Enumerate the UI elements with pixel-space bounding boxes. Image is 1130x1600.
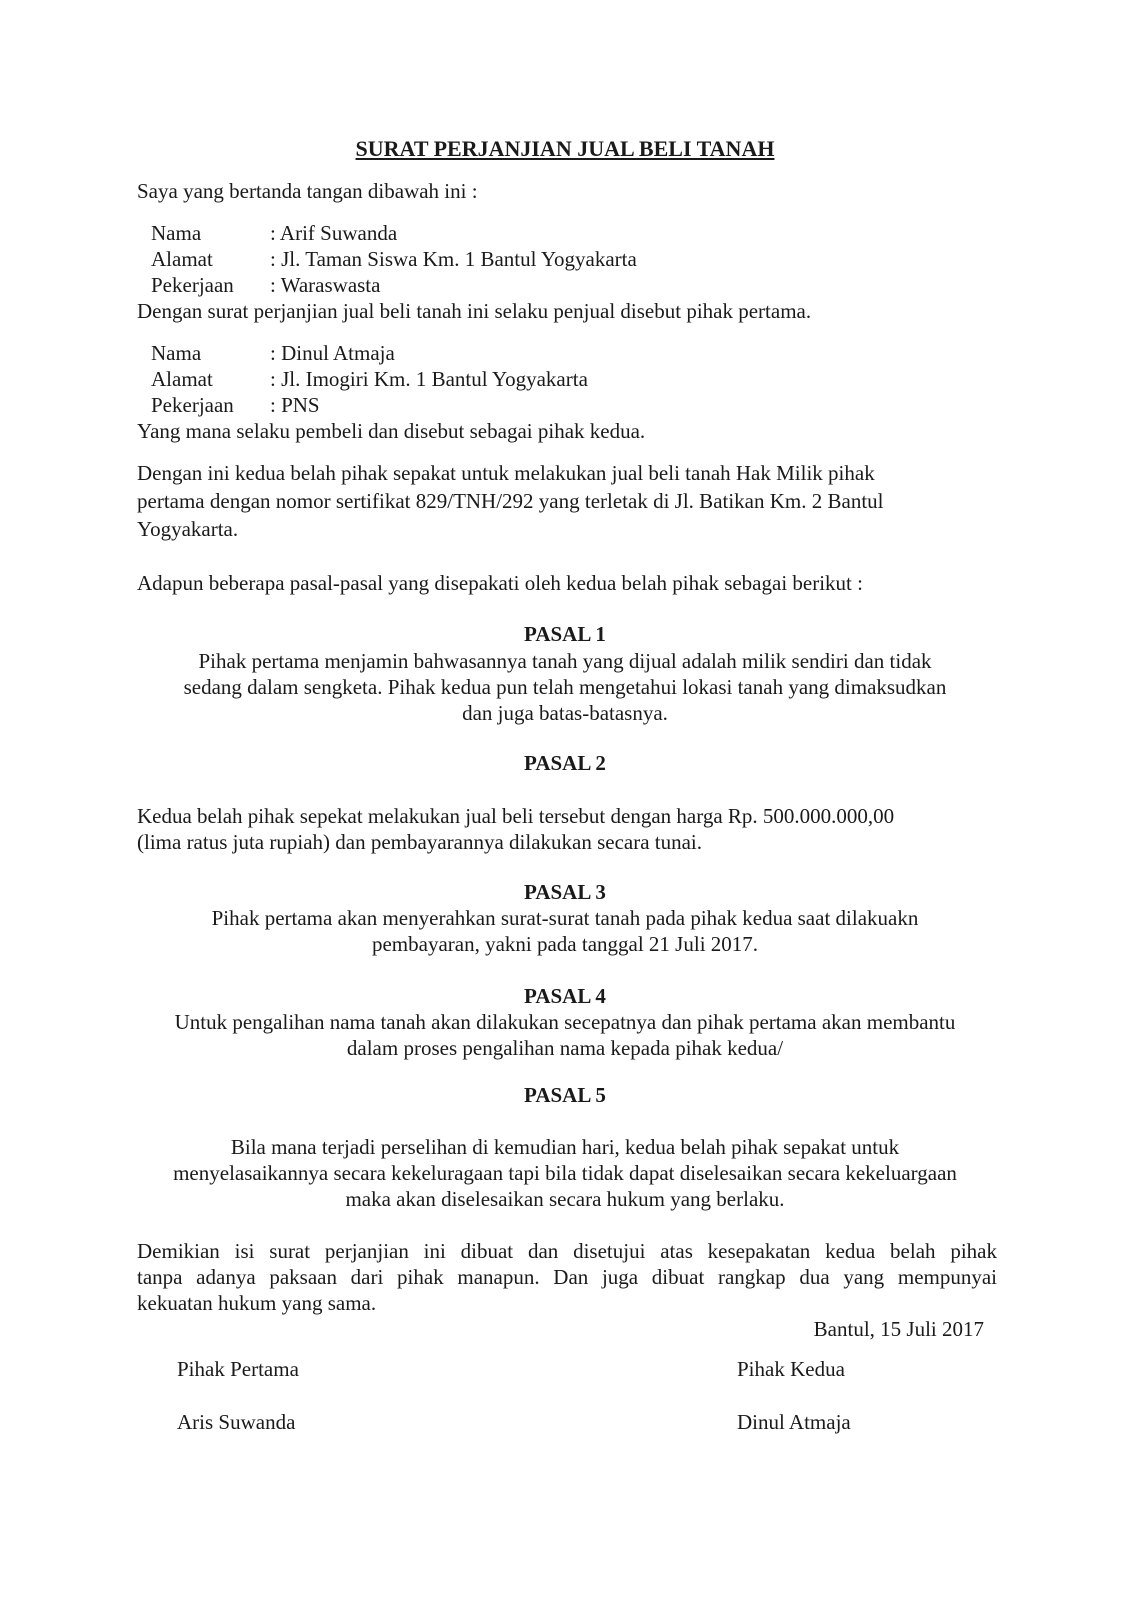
first-party-label: Pihak Pertama: [177, 1357, 299, 1381]
party2-role: Yang mana selaku pembeli dan disebut sebagai pihak kedua.: [137, 419, 646, 443]
party1-pekerjaan-value: : Waraswasta: [270, 273, 381, 297]
pasal-1-line: Pihak pertama menjamin bahwasannya tanah yang dijual adalah milik sendiri dan tidak: [198, 649, 932, 673]
party2-nama-value: : Dinul Atmaja: [270, 341, 395, 365]
pasal-4-heading: PASAL 4: [524, 984, 606, 1008]
pasal-5-line: maka akan diselesaikan secara hukum yang berlaku.: [345, 1187, 785, 1211]
party2-alamat-label: Alamat: [151, 367, 213, 391]
party2-alamat-value: : Jl. Imogiri Km. 1 Bantul Yogyakarta: [270, 367, 588, 391]
pasal-1-line: dan juga batas-batasnya.: [462, 701, 668, 725]
first-party-name: Aris Suwanda: [177, 1410, 296, 1434]
agreement-line: Yogyakarta.: [137, 517, 239, 541]
document-title: SURAT PERJANJIAN JUAL BELI TANAH: [355, 136, 775, 161]
pasal-4-line: Untuk pengalihan nama tanah akan dilakukan secepatnya dan pihak pertama akan membantu: [174, 1010, 956, 1034]
pasal-intro: Adapun beberapa pasal-pasal yang disepakati oleh kedua belah pihak sebagai berikut :: [137, 571, 863, 595]
pasal-2-heading: PASAL 2: [524, 751, 606, 775]
pasal-3-line: pembayaran, yakni pada tanggal 21 Juli 2017.: [371, 932, 759, 956]
pasal-3-line: Pihak pertama akan menyerahkan surat-surat tanah pada pihak kedua saat dilakuakn: [211, 906, 919, 930]
pasal-1-line: sedang dalam sengketa. Pihak kedua pun telah mengetahui lokasi tanah yang dimaksudkan: [183, 675, 947, 699]
intro-text: Saya yang bertanda tangan dibawah ini :: [137, 179, 478, 203]
party1-alamat-label: Alamat: [151, 247, 213, 271]
pasal-3-heading: PASAL 3: [524, 880, 606, 904]
party1-role: Dengan surat perjanjian jual beli tanah ini selaku penjual disebut pihak pertama.: [137, 299, 812, 323]
agreement-line: pertama dengan nomor sertifikat 829/TNH/292 yang terletak di Jl. Batikan Km. 2 Bantul: [137, 489, 884, 513]
pasal-5-line: menyelasaikannya secara kekeluragaan tapi bila tidak dapat diselesaikan secara kekeluargaan: [173, 1161, 957, 1185]
closing-line: Demikian isi surat perjanjian ini dibuat dan disetujui atas kesepakatan kedua belah pihak: [137, 1239, 997, 1263]
pasal-2-line: (lima ratus juta rupiah) dan pembayarannya dilakukan secara tunai.: [137, 830, 703, 854]
second-party-label: Pihak Kedua: [737, 1357, 845, 1381]
party1-pekerjaan-label: Pekerjaan: [151, 273, 234, 297]
closing-line: tanpa adanya paksaan dari pihak manapun. Dan juga dibuat rangkap dua yang mempunyai: [137, 1265, 997, 1289]
party2-nama-label: Nama: [151, 341, 202, 365]
party1-nama-label: Nama: [151, 221, 202, 245]
pasal-4-line: dalam proses pengalihan nama kepada pihak kedua/: [346, 1036, 784, 1060]
party1-nama-value: : Arif Suwanda: [270, 221, 398, 245]
pasal-5-line: Bila mana terjadi perselihan di kemudian hari, kedua belah pihak sepakat untuk: [230, 1135, 900, 1159]
pasal-2-line: Kedua belah pihak sepekat melakukan jual beli tersebut dengan harga Rp. 500.000.000,00: [137, 804, 895, 828]
second-party-name: Dinul Atmaja: [737, 1410, 851, 1434]
pasal-1-heading: PASAL 1: [524, 622, 606, 646]
pasal-5-heading: PASAL 5: [524, 1083, 606, 1107]
agreement-line: Dengan ini kedua belah pihak sepakat untuk melakukan jual beli tanah Hak Milik pihak: [137, 461, 875, 485]
party2-pekerjaan-value: : PNS: [270, 393, 320, 417]
closing-line: kekuatan hukum yang sama.: [137, 1291, 377, 1315]
place-date: Bantul, 15 Juli 2017: [813, 1317, 984, 1341]
party1-alamat-value: : Jl. Taman Siswa Km. 1 Bantul Yogyakarta: [270, 247, 637, 271]
party2-pekerjaan-label: Pekerjaan: [151, 393, 234, 417]
